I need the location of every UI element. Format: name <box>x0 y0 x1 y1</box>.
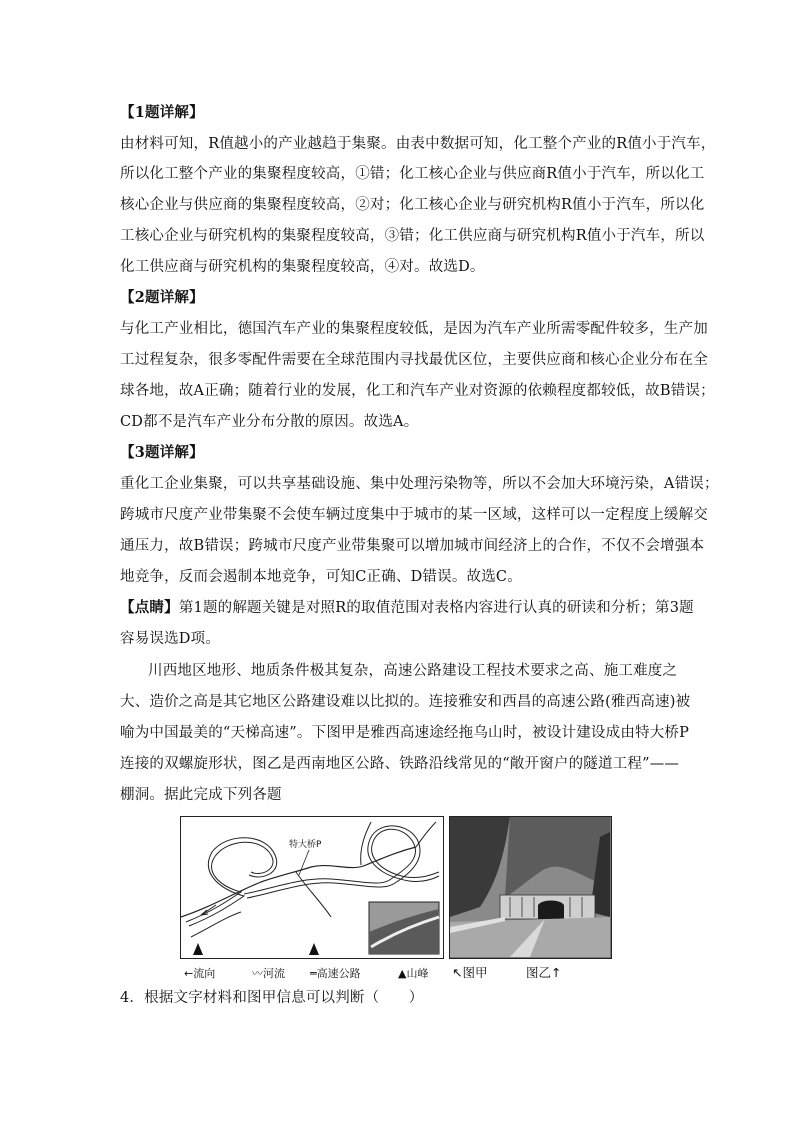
flow-arrow-icon: ← <box>184 967 194 980</box>
section-2-line-4: CD都不是汽车产业分布分散的原因。故选A。 <box>120 414 419 430</box>
arrow-up-left-icon: ↖ <box>452 965 463 980</box>
figure-jia-label: ↖图甲 <box>452 965 488 980</box>
section-3-line-1: 重化工企业集聚，可以共享基础设施、集中处理污染物等，所以不会加大环境污染，A错误； <box>120 476 719 492</box>
section-1-line-3: 核心企业与供应商的集聚程度较高，②对；化工核心企业与研究机构R值小于汽车，所以化 <box>120 197 705 213</box>
section-2-line-3: 球各地，故A正确；随着行业的发展，化工和汽车产业对资源的依赖程度都较低，故B错误； <box>120 383 715 399</box>
bridge-label: 特大桥P <box>289 840 322 850</box>
legend-highway: ═高速公路 <box>310 967 361 980</box>
section-1-line-5: 化工供应商与研究机构的集聚程度较高，④对。故选D。 <box>120 259 485 275</box>
section-2-line-1: 与化工产业相比，德国汽车产业的集聚程度较低，是因为汽车产业所需零配件较多，生产加 <box>120 321 708 337</box>
section-1-line-2: 所以化工整个产业的集聚程度较高，①错；化工核心企业与供应商R值小于汽车，所以化工 <box>120 166 705 182</box>
dianjing-line-1 <box>120 598 694 618</box>
section-3-heading: 【3题详解】 <box>120 444 204 461</box>
peak-icon <box>193 943 203 955</box>
dianjing-line-2: 容易误选D项。 <box>120 631 221 647</box>
river-icon: 〰 <box>252 967 263 980</box>
peak-legend-icon: ▲ <box>398 967 407 980</box>
peak-icon <box>309 943 319 955</box>
passage-line-4: 连接的双螺旋形状，图乙是西南地区公路、铁路沿线常见的“敞开窗户的隧道工程”—— <box>120 756 680 772</box>
dianjing-text: 第1题的解题关键是对照R的取值范围对表格内容进行认真的研读和分析；第3题 <box>178 600 694 616</box>
section-1-line-4: 工核心企业与研究机构的集聚程度较高，③错；化工供应商与研究机构R值小于汽车，所以 <box>120 228 705 244</box>
section-3-line-2: 跨城市尺度产业带集聚不会使车辆过度集中于城市的某一区域，这样可以一定程度上缓解交 <box>120 507 708 523</box>
figure-yi-label: 图乙↑ <box>526 965 562 980</box>
passage-line-1: 川西地区地形、地质条件极其复杂，高速公路建设工程技术要求之高、施工难度之 <box>148 663 678 679</box>
legend-peak: ▲山峰 <box>398 967 429 980</box>
river-line <box>181 867 311 917</box>
section-2-line-2: 工过程复杂，很多零配件需要在全球范围内寻找最优区位，主要供应商和核心企业分布在全 <box>120 352 708 368</box>
arrow-up-icon: ↑ <box>551 965 562 980</box>
figure-group <box>180 816 612 982</box>
highway-icon: ═ <box>310 967 317 980</box>
legend-river: 〰河流 <box>252 967 285 980</box>
figure-legend <box>180 962 612 982</box>
section-3-line-4: 地竞争，反而会遏制本地竞争，可知C正确、D错误。故选C。 <box>120 569 522 585</box>
dianjing-heading: 【点睛】 <box>120 599 179 616</box>
passage-line-2: 大、造价之高是其它地区公路建设难以比拟的。连接雅安和西昌的高速公路(雅西高速)被 <box>120 694 691 710</box>
question-4: 4．根据文字材料和图甲信息可以判断（ ） <box>120 990 424 1006</box>
photo-figure-yi <box>449 816 612 959</box>
section-2-heading: 【2题详解】 <box>120 289 204 306</box>
map-drawing <box>181 817 442 957</box>
bridge-pointer <box>299 850 309 875</box>
section-3-line-3: 通压力，故B错误；跨城市尺度产业带集聚可以增加城市间经济上的合作，不仅不会增强本 <box>120 538 705 554</box>
passage-line-3: 喻为中国最美的“天梯高速”。下图甲是雅西高速途经拖乌山时，被设计建设成由特大桥P <box>120 725 690 741</box>
section-1-line-1: 由材料可知，R值越小的产业越趋于集聚。由表中数据可知，化工整个产业的R值小于汽车， <box>120 136 716 152</box>
passage-line-5: 棚洞。据此完成下列各题 <box>120 787 282 803</box>
map-figure-jia <box>180 816 444 959</box>
legend-flow: ←流向 <box>184 967 216 980</box>
river-line <box>311 847 416 868</box>
tunnel-portal <box>538 901 564 920</box>
section-1-heading: 【1题详解】 <box>120 104 204 121</box>
tunnel-photo-drawing <box>450 817 610 957</box>
river-branch <box>191 912 241 937</box>
